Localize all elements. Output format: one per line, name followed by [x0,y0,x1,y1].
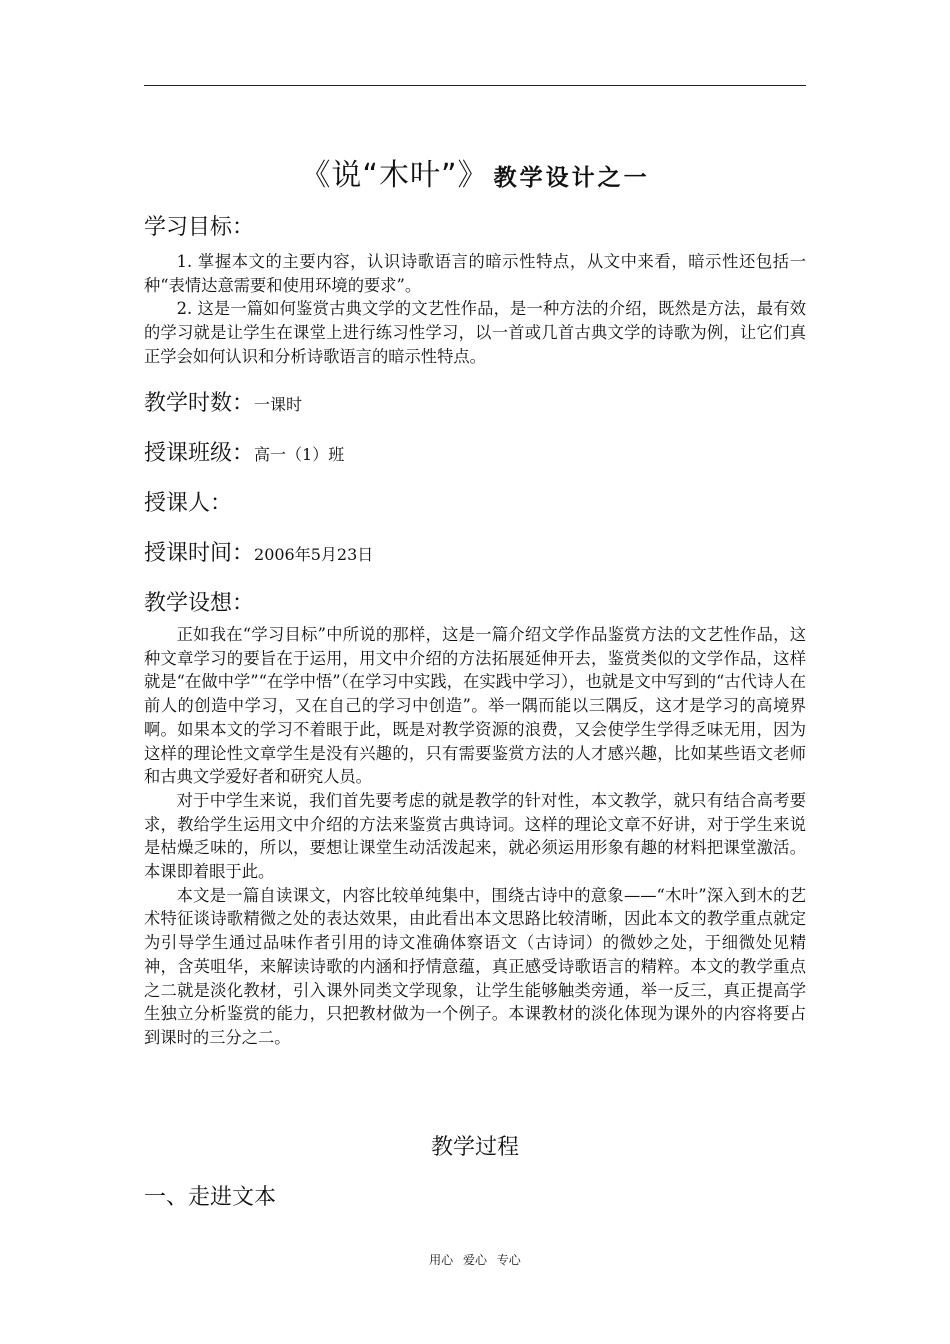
class-value: 高一（1）班 [254,445,345,464]
objective-item: 1. 掌握本文的主要内容，认识诗歌语言的暗示性特点，从文中来看，暗示性还包括一种“表情达意需要和使用环境的要求”。 [144,252,806,295]
hours-label: 教学时数： [144,391,255,416]
objectives-list [144,250,806,369]
date-value: 2006年5月23日 [254,545,374,564]
section-heading: 一、走进文本 [144,1185,277,1210]
concept-heading: 教学设想： [144,591,255,616]
concept-paragraph: 正如我在“学习目标”中所说的那样，这是一篇介绍文学作品鉴赏方法的文艺性作品，这种文章学习的要旨在于运用，用文中介绍的方法拓展延伸开去，鉴赏类似的文学作品，这样就是“在做中学”“在学中悟”（在学习中实践，在实践中学习），也就是文中写到的“古代诗人在前人的创造中学习，又在自己的学习中创造”。举一隅而能以三隅反，这才是学习的高境界啊。如果本文的学习不着眼于此，既是对教学资源的浪费，又会使学生学得乏味无用，因为这样的理论性文章学生是没有兴趣的，只有需要鉴赏方法的人才感兴趣，比如某些语文老师和古典文学爱好者和研究人员。 [144,625,806,787]
process-heading: 教学过程 [430,1135,519,1160]
concept-paragraph: 本文是一篇自读课文，内容比较单纯集中，围绕古诗中的意象——“木叶”深入到木的艺术特征谈诗歌精微之处的表达效果，由此看出本文思路比较清晰，因此本文的教学重点就定为引导学生通过品味作者引用的诗文准确体察语文（古诗词）的微妙之处，于细微处见精神，含英咀华，来解读诗歌的内涵和抒情意蕴，真正感受诗歌语言的精粹。本文的教学重点之二就是淡化教材，引入课外同类文学现象，让学生能够触类旁通，举一反三，真正提高学生独立分析鉴赏的能力，只把教材做为一个例子。本课教材的淡化体现为课外的内容将要占到课时的三分之二。 [144,885,806,1047]
teacher-row [144,486,232,517]
concept-paragraph: 对于中学生来说，我们首先要考虑的就是教学的针对性，本文教学，就只有结合高考要求，教给学生运用文中介绍的方法来鉴赏古典诗词。这样的理论文章不好讲，对于学生来说是枯燥乏味的，所以，要想让课堂生动活泼起来，就必须运用形象有趣的材料把课堂激活。本课即着眼于此。 [144,790,806,882]
document-title [144,150,806,194]
objective-item: 2. 这是一篇如何鉴赏古典文学的文艺性作品，是一种方法的介绍，既然是方法，最有效的学习就是让学生在课堂上进行练习性学习，以一首或几首古典文学的诗歌为例，让它们真正学会如何认识和分析诗歌语言的暗示性特点。 [144,299,806,366]
hours-value: 一课时 [254,395,303,414]
date-row [144,536,373,567]
teacher-label: 授课人： [144,491,233,516]
objectives-heading: 学习目标： [144,215,255,240]
class-row [144,436,344,467]
page-footer: 用心 爱心 专心 [429,1253,521,1267]
class-label: 授课班级： [144,441,255,466]
concept-body [144,623,806,1050]
date-label: 授课时间： [144,541,255,566]
title-sub: 教学设计之一 [493,165,650,191]
header-rule [144,85,806,86]
hours-row [144,386,302,417]
title-main: 《说“木叶”》 [300,158,489,193]
